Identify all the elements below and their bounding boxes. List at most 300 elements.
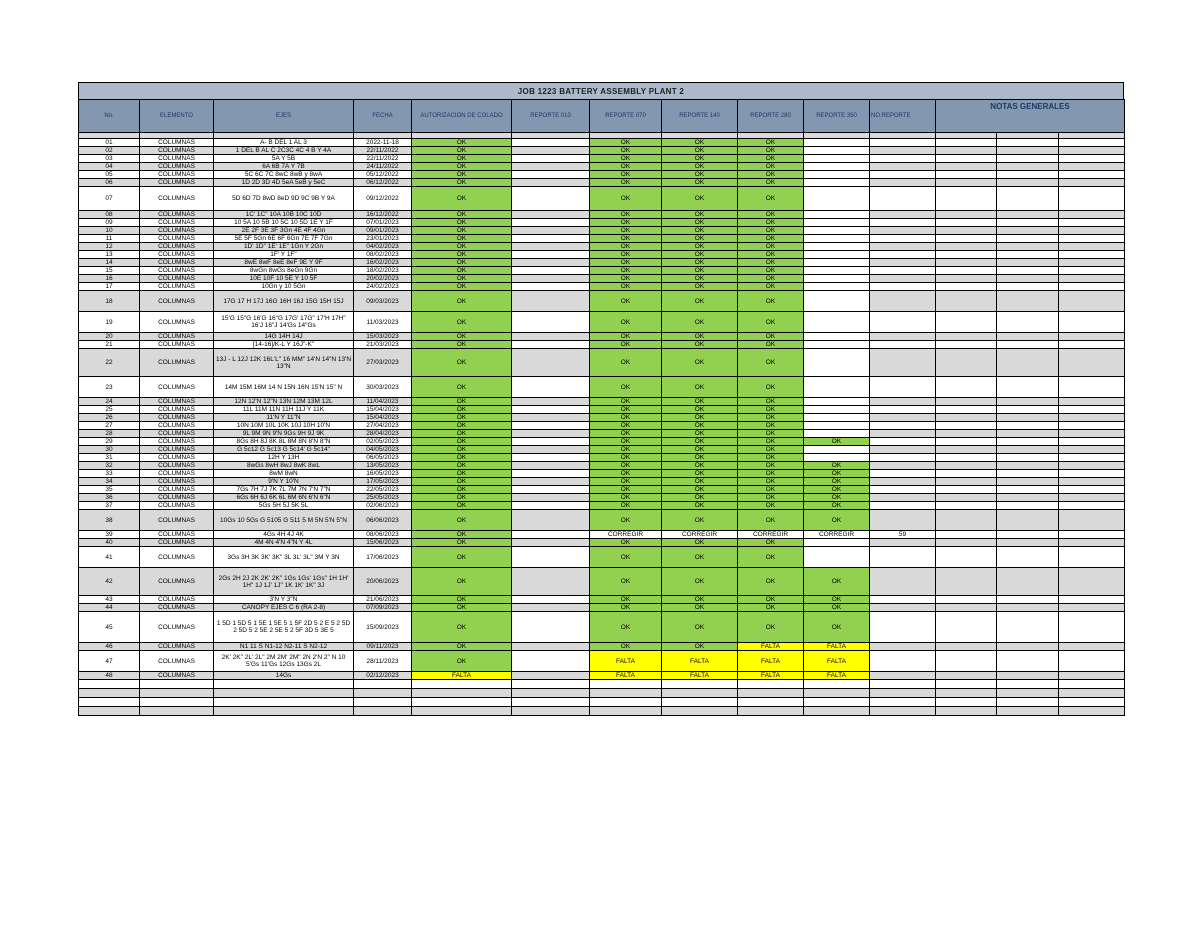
cell-reporte-010[interactable]	[512, 406, 590, 414]
cell-notas[interactable]	[936, 147, 997, 155]
cell-autorizacion[interactable]: OK	[412, 267, 512, 275]
cell-reporte-070[interactable]: OK	[590, 283, 662, 291]
cell-elemento[interactable]: COLUMNAS	[140, 211, 214, 219]
cell-notas[interactable]	[936, 446, 997, 454]
cell-elemento[interactable]: COLUMNAS	[140, 219, 214, 227]
cell-reporte-070[interactable]: OK	[590, 187, 662, 211]
cell-reporte-350[interactable]	[804, 291, 870, 312]
cell-notas[interactable]	[936, 651, 997, 672]
cell-reporte-280[interactable]: OK	[738, 612, 804, 643]
cell-notas[interactable]	[936, 422, 997, 430]
cell-notas[interactable]	[997, 291, 1059, 312]
empty-cell[interactable]	[354, 680, 412, 689]
cell-reporte-350[interactable]	[804, 446, 870, 454]
empty-cell[interactable]	[804, 689, 870, 698]
empty-cell[interactable]	[79, 689, 140, 698]
cell-reporte-350[interactable]: OK	[804, 612, 870, 643]
cell-no[interactable]: 07	[79, 187, 140, 211]
empty-cell[interactable]	[804, 680, 870, 689]
cell-notas[interactable]	[997, 377, 1059, 398]
cell-notas[interactable]	[997, 651, 1059, 672]
cell-notas[interactable]	[936, 398, 997, 406]
cell-reporte-010[interactable]	[512, 227, 590, 235]
cell-reporte-010[interactable]	[512, 147, 590, 155]
cell-reporte-280[interactable]: OK	[738, 414, 804, 422]
cell-notas[interactable]	[997, 147, 1059, 155]
cell-no[interactable]: 17	[79, 283, 140, 291]
cell-no[interactable]: 39	[79, 531, 140, 539]
cell-fecha[interactable]: 17/05/2023	[354, 478, 412, 486]
cell-no-reporte[interactable]	[870, 163, 936, 171]
cell-reporte-280[interactable]: OK	[738, 171, 804, 179]
cell-notas[interactable]	[1059, 147, 1125, 155]
cell-no-reporte[interactable]	[870, 604, 936, 612]
cell-autorizacion[interactable]: OK	[412, 398, 512, 406]
cell-autorizacion[interactable]: OK	[412, 179, 512, 187]
cell-reporte-010[interactable]	[512, 547, 590, 568]
cell-notas[interactable]	[936, 510, 997, 531]
cell-reporte-350[interactable]	[804, 406, 870, 414]
cell-notas[interactable]	[936, 333, 997, 341]
cell-reporte-280[interactable]: OK	[738, 235, 804, 243]
cell-reporte-350[interactable]: OK	[804, 470, 870, 478]
cell-reporte-010[interactable]	[512, 377, 590, 398]
cell-elemento[interactable]: COLUMNAS	[140, 227, 214, 235]
empty-cell[interactable]	[354, 707, 412, 716]
cell-autorizacion[interactable]: OK	[412, 163, 512, 171]
cell-reporte-010[interactable]	[512, 470, 590, 478]
cell-notas[interactable]	[936, 219, 997, 227]
cell-autorizacion[interactable]: OK	[412, 341, 512, 349]
cell-reporte-010[interactable]	[512, 454, 590, 462]
cell-reporte-350[interactable]: OK	[804, 568, 870, 596]
cell-no[interactable]: 24	[79, 398, 140, 406]
cell-fecha[interactable]: 02/12/2023	[354, 672, 412, 680]
cell-ejes[interactable]: 10E 10F 10 5E Y 10 5F	[214, 275, 354, 283]
cell-notas[interactable]	[997, 510, 1059, 531]
cell-reporte-140[interactable]: OK	[662, 341, 738, 349]
cell-notas[interactable]	[936, 547, 997, 568]
cell-no[interactable]: 08	[79, 211, 140, 219]
cell-no-reporte[interactable]	[870, 486, 936, 494]
cell-reporte-140[interactable]: OK	[662, 486, 738, 494]
empty-cell[interactable]	[590, 707, 662, 716]
cell-reporte-070[interactable]: OK	[590, 478, 662, 486]
cell-notas[interactable]	[936, 283, 997, 291]
cell-no[interactable]: 48	[79, 672, 140, 680]
empty-cell[interactable]	[997, 689, 1059, 698]
cell-no-reporte[interactable]	[870, 283, 936, 291]
cell-reporte-140[interactable]: OK	[662, 510, 738, 531]
cell-reporte-280[interactable]: OK	[738, 510, 804, 531]
cell-notas[interactable]	[997, 422, 1059, 430]
cell-fecha[interactable]: 15/06/2023	[354, 539, 412, 547]
cell-reporte-070[interactable]: OK	[590, 341, 662, 349]
cell-reporte-350[interactable]: OK	[804, 502, 870, 510]
cell-autorizacion[interactable]: OK	[412, 227, 512, 235]
cell-fecha[interactable]: 06/05/2023	[354, 454, 412, 462]
cell-reporte-140[interactable]: OK	[662, 604, 738, 612]
cell-elemento[interactable]: COLUMNAS	[140, 651, 214, 672]
cell-notas[interactable]	[1059, 312, 1125, 333]
cell-elemento[interactable]: COLUMNAS	[140, 398, 214, 406]
cell-no-reporte[interactable]	[870, 446, 936, 454]
cell-reporte-070[interactable]: OK	[590, 547, 662, 568]
cell-reporte-010[interactable]	[512, 283, 590, 291]
cell-reporte-010[interactable]	[512, 672, 590, 680]
cell-elemento[interactable]: COLUMNAS	[140, 604, 214, 612]
cell-notas[interactable]	[1059, 672, 1125, 680]
cell-notas[interactable]	[936, 259, 997, 267]
cell-no[interactable]: 19	[79, 312, 140, 333]
cell-notas[interactable]	[936, 414, 997, 422]
cell-no[interactable]: 33	[79, 470, 140, 478]
cell-ejes[interactable]: 1 5D 1 5D 5 1 5E 1 5E 5 1 5F 2D 5 2 E 5 2 5D 2 5D 5 2 5E 2 5E 5 2 5F 3D 5 3E 5	[214, 612, 354, 643]
cell-reporte-280[interactable]: OK	[738, 267, 804, 275]
cell-notas[interactable]	[936, 502, 997, 510]
cell-fecha[interactable]: 16/05/2023	[354, 470, 412, 478]
cell-reporte-140[interactable]: OK	[662, 446, 738, 454]
cell-reporte-140[interactable]: OK	[662, 478, 738, 486]
cell-reporte-070[interactable]: OK	[590, 486, 662, 494]
cell-no-reporte[interactable]: 59	[870, 531, 936, 539]
cell-autorizacion[interactable]: OK	[412, 612, 512, 643]
cell-no-reporte[interactable]	[870, 494, 936, 502]
cell-reporte-010[interactable]	[512, 341, 590, 349]
cell-notas[interactable]	[936, 672, 997, 680]
cell-no-reporte[interactable]	[870, 312, 936, 333]
empty-cell[interactable]	[738, 689, 804, 698]
cell-no-reporte[interactable]	[870, 398, 936, 406]
cell-reporte-280[interactable]: OK	[738, 227, 804, 235]
cell-ejes[interactable]: 4Gs 4H 4J 4K	[214, 531, 354, 539]
cell-autorizacion[interactable]: OK	[412, 470, 512, 478]
cell-notas[interactable]	[936, 155, 997, 163]
cell-elemento[interactable]: COLUMNAS	[140, 406, 214, 414]
cell-notas[interactable]	[1059, 422, 1125, 430]
cell-no[interactable]: 40	[79, 539, 140, 547]
cell-ejes[interactable]: 11'N Y 11"N	[214, 414, 354, 422]
cell-reporte-010[interactable]	[512, 422, 590, 430]
cell-reporte-280[interactable]: OK	[738, 139, 804, 147]
cell-reporte-010[interactable]	[512, 430, 590, 438]
empty-cell[interactable]	[804, 698, 870, 707]
cell-reporte-070[interactable]: OK	[590, 494, 662, 502]
cell-reporte-070[interactable]: OK	[590, 510, 662, 531]
empty-cell[interactable]	[512, 707, 590, 716]
cell-no[interactable]: 47	[79, 651, 140, 672]
cell-reporte-140[interactable]: OK	[662, 312, 738, 333]
empty-cell[interactable]	[870, 698, 936, 707]
cell-no-reporte[interactable]	[870, 171, 936, 179]
cell-ejes[interactable]: 1D' 1D" 1E' 1E" 1Gn Y 2Gn	[214, 243, 354, 251]
cell-reporte-010[interactable]	[512, 139, 590, 147]
cell-reporte-070[interactable]: OK	[590, 139, 662, 147]
cell-ejes[interactable]: 11L 11M 11N 11H 11J Y 11K	[214, 406, 354, 414]
cell-autorizacion[interactable]: OK	[412, 219, 512, 227]
cell-notas[interactable]	[997, 547, 1059, 568]
cell-reporte-010[interactable]	[512, 414, 590, 422]
cell-reporte-010[interactable]	[512, 333, 590, 341]
cell-ejes[interactable]: 2Gs 2H 2J 2K 2K' 2K" 1Gs 1Gs' 1Gs" 1H 1H' 1H" 1J 1J' 1J" 1K 1K' 1K" 3J	[214, 568, 354, 596]
cell-notas[interactable]	[997, 494, 1059, 502]
cell-reporte-070[interactable]: OK	[590, 430, 662, 438]
cell-reporte-010[interactable]	[512, 187, 590, 211]
cell-ejes[interactable]: 1C' 1C" 10A 10B 10C 10D	[214, 211, 354, 219]
cell-notas[interactable]	[936, 211, 997, 219]
cell-notas[interactable]	[997, 341, 1059, 349]
cell-ejes[interactable]: 2K' 2K" 2L' 2L" 2M 2M' 2M" 2N 2'N 2" N 10 5'Gs 11'Gs 12Gs 13Gs 2L	[214, 651, 354, 672]
cell-notas[interactable]	[936, 596, 997, 604]
empty-cell[interactable]	[214, 689, 354, 698]
cell-no-reporte[interactable]	[870, 333, 936, 341]
cell-no-reporte[interactable]	[870, 596, 936, 604]
cell-reporte-350[interactable]	[804, 267, 870, 275]
empty-cell[interactable]	[79, 698, 140, 707]
cell-notas[interactable]	[997, 187, 1059, 211]
cell-reporte-140[interactable]: OK	[662, 267, 738, 275]
cell-no[interactable]: 12	[79, 243, 140, 251]
cell-no[interactable]: 43	[79, 596, 140, 604]
cell-no-reporte[interactable]	[870, 341, 936, 349]
cell-reporte-010[interactable]	[512, 438, 590, 446]
cell-notas[interactable]	[1059, 446, 1125, 454]
cell-reporte-010[interactable]	[512, 163, 590, 171]
cell-reporte-280[interactable]: OK	[738, 147, 804, 155]
cell-autorizacion[interactable]: OK	[412, 494, 512, 502]
cell-autorizacion[interactable]: OK	[412, 147, 512, 155]
cell-notas[interactable]	[936, 243, 997, 251]
cell-notas[interactable]	[936, 612, 997, 643]
cell-no-reporte[interactable]	[870, 430, 936, 438]
cell-reporte-140[interactable]: OK	[662, 163, 738, 171]
cell-reporte-280[interactable]: OK	[738, 377, 804, 398]
cell-elemento[interactable]: COLUMNAS	[140, 612, 214, 643]
empty-cell[interactable]	[936, 698, 997, 707]
empty-cell[interactable]	[936, 707, 997, 716]
cell-reporte-010[interactable]	[512, 568, 590, 596]
cell-autorizacion[interactable]: OK	[412, 283, 512, 291]
empty-cell[interactable]	[412, 698, 512, 707]
cell-reporte-140[interactable]: OK	[662, 596, 738, 604]
empty-cell[interactable]	[662, 707, 738, 716]
cell-ejes[interactable]: 2E 2F 3E 3F 3Gn 4E 4F 4Gn	[214, 227, 354, 235]
cell-reporte-010[interactable]	[512, 651, 590, 672]
cell-reporte-280[interactable]: OK	[738, 211, 804, 219]
cell-reporte-070[interactable]: OK	[590, 163, 662, 171]
cell-reporte-070[interactable]: OK	[590, 612, 662, 643]
cell-ejes[interactable]: G 5c12 G 5c13 G 5c14' G 5c14"	[214, 446, 354, 454]
cell-reporte-280[interactable]: OK	[738, 155, 804, 163]
cell-ejes[interactable]: A- B DEL 1 AL 3	[214, 139, 354, 147]
cell-elemento[interactable]: COLUMNAS	[140, 155, 214, 163]
cell-notas[interactable]	[1059, 139, 1125, 147]
cell-reporte-140[interactable]: OK	[662, 547, 738, 568]
cell-fecha[interactable]: 09/01/2023	[354, 227, 412, 235]
cell-notas[interactable]	[1059, 414, 1125, 422]
cell-reporte-280[interactable]: OK	[738, 406, 804, 414]
cell-elemento[interactable]: COLUMNAS	[140, 259, 214, 267]
cell-no[interactable]: 11	[79, 235, 140, 243]
cell-reporte-350[interactable]: FALTA	[804, 672, 870, 680]
cell-autorizacion[interactable]: OK	[412, 291, 512, 312]
cell-reporte-280[interactable]: OK	[738, 163, 804, 171]
cell-reporte-140[interactable]: OK	[662, 430, 738, 438]
cell-reporte-350[interactable]: OK	[804, 596, 870, 604]
cell-notas[interactable]	[997, 235, 1059, 243]
cell-reporte-280[interactable]: OK	[738, 430, 804, 438]
cell-notas[interactable]	[1059, 547, 1125, 568]
cell-notas[interactable]	[997, 333, 1059, 341]
cell-fecha[interactable]: 30/03/2023	[354, 377, 412, 398]
cell-reporte-140[interactable]: OK	[662, 275, 738, 283]
cell-reporte-280[interactable]: OK	[738, 547, 804, 568]
cell-reporte-350[interactable]: OK	[804, 462, 870, 470]
cell-autorizacion[interactable]: OK	[412, 438, 512, 446]
empty-cell[interactable]	[662, 680, 738, 689]
cell-reporte-350[interactable]	[804, 422, 870, 430]
cell-no-reporte[interactable]	[870, 267, 936, 275]
cell-reporte-280[interactable]: OK	[738, 462, 804, 470]
empty-cell[interactable]	[354, 689, 412, 698]
cell-autorizacion[interactable]: OK	[412, 651, 512, 672]
cell-no[interactable]: 34	[79, 478, 140, 486]
cell-fecha[interactable]: 22/11/2022	[354, 147, 412, 155]
empty-cell[interactable]	[870, 680, 936, 689]
cell-reporte-350[interactable]	[804, 187, 870, 211]
cell-no-reporte[interactable]	[870, 147, 936, 155]
cell-notas[interactable]	[997, 275, 1059, 283]
cell-elemento[interactable]: COLUMNAS	[140, 163, 214, 171]
cell-reporte-280[interactable]: OK	[738, 283, 804, 291]
cell-notas[interactable]	[1059, 171, 1125, 179]
empty-cell[interactable]	[738, 698, 804, 707]
cell-no[interactable]: 15	[79, 267, 140, 275]
cell-ejes[interactable]: 5C 6C 7C 8wC 8wB y 8wA	[214, 171, 354, 179]
cell-ejes[interactable]: 10N 10M 10L 10K 10J 10H 10'N	[214, 422, 354, 430]
cell-no[interactable]: 03	[79, 155, 140, 163]
cell-no-reporte[interactable]	[870, 422, 936, 430]
cell-notas[interactable]	[1059, 643, 1125, 651]
cell-autorizacion[interactable]: OK	[412, 211, 512, 219]
cell-elemento[interactable]: COLUMNAS	[140, 422, 214, 430]
cell-notas[interactable]	[936, 438, 997, 446]
cell-reporte-350[interactable]: CORREGIR	[804, 531, 870, 539]
cell-notas[interactable]	[1059, 462, 1125, 470]
cell-reporte-140[interactable]: OK	[662, 568, 738, 596]
cell-reporte-070[interactable]: OK	[590, 251, 662, 259]
cell-notas[interactable]	[1059, 438, 1125, 446]
cell-elemento[interactable]: COLUMNAS	[140, 547, 214, 568]
cell-autorizacion[interactable]: OK	[412, 604, 512, 612]
cell-notas[interactable]	[1059, 259, 1125, 267]
cell-fecha[interactable]: 15/09/2023	[354, 612, 412, 643]
cell-notas[interactable]	[1059, 349, 1125, 377]
cell-no[interactable]: 37	[79, 502, 140, 510]
header-reporte-070[interactable]: REPORTE 070	[590, 100, 662, 133]
cell-notas[interactable]	[997, 139, 1059, 147]
cell-reporte-070[interactable]: FALTA	[590, 651, 662, 672]
cell-fecha[interactable]: 20/06/2023	[354, 568, 412, 596]
cell-ejes[interactable]: 14Gs	[214, 672, 354, 680]
cell-fecha[interactable]: 22/11/2022	[354, 155, 412, 163]
cell-reporte-070[interactable]: OK	[590, 267, 662, 275]
cell-reporte-280[interactable]: OK	[738, 438, 804, 446]
cell-reporte-280[interactable]: OK	[738, 596, 804, 604]
cell-reporte-010[interactable]	[512, 259, 590, 267]
cell-reporte-280[interactable]: OK	[738, 604, 804, 612]
cell-reporte-010[interactable]	[512, 643, 590, 651]
cell-reporte-280[interactable]: OK	[738, 454, 804, 462]
cell-notas[interactable]	[997, 612, 1059, 643]
empty-cell[interactable]	[140, 689, 214, 698]
cell-notas[interactable]	[1059, 155, 1125, 163]
cell-reporte-350[interactable]	[804, 454, 870, 462]
cell-notas[interactable]	[997, 470, 1059, 478]
cell-no[interactable]: 26	[79, 414, 140, 422]
cell-reporte-280[interactable]: FALTA	[738, 651, 804, 672]
cell-notas[interactable]	[997, 227, 1059, 235]
cell-notas[interactable]	[936, 531, 997, 539]
cell-notas[interactable]	[936, 349, 997, 377]
cell-reporte-350[interactable]	[804, 414, 870, 422]
cell-reporte-280[interactable]: OK	[738, 259, 804, 267]
empty-cell[interactable]	[412, 689, 512, 698]
cell-elemento[interactable]: COLUMNAS	[140, 235, 214, 243]
empty-cell[interactable]	[214, 680, 354, 689]
cell-no-reporte[interactable]	[870, 219, 936, 227]
header-reporte-140[interactable]: REPORTE 140	[662, 100, 738, 133]
cell-ejes[interactable]: 12N 12'N 12"N 13N 12M 13M 12L	[214, 398, 354, 406]
cell-autorizacion[interactable]: OK	[412, 235, 512, 243]
cell-reporte-280[interactable]: OK	[738, 187, 804, 211]
cell-reporte-140[interactable]: OK	[662, 227, 738, 235]
cell-no-reporte[interactable]	[870, 243, 936, 251]
cell-reporte-070[interactable]: OK	[590, 454, 662, 462]
cell-reporte-350[interactable]	[804, 227, 870, 235]
cell-reporte-280[interactable]: OK	[738, 349, 804, 377]
empty-cell[interactable]	[870, 689, 936, 698]
cell-notas[interactable]	[1059, 612, 1125, 643]
cell-no-reporte[interactable]	[870, 478, 936, 486]
cell-notas[interactable]	[997, 163, 1059, 171]
cell-autorizacion[interactable]: OK	[412, 568, 512, 596]
cell-autorizacion[interactable]: OK	[412, 333, 512, 341]
cell-reporte-010[interactable]	[512, 291, 590, 312]
cell-autorizacion[interactable]: OK	[412, 275, 512, 283]
cell-no-reporte[interactable]	[870, 643, 936, 651]
cell-no-reporte[interactable]	[870, 651, 936, 672]
cell-elemento[interactable]: COLUMNAS	[140, 438, 214, 446]
empty-cell[interactable]	[997, 680, 1059, 689]
cell-notas[interactable]	[936, 486, 997, 494]
cell-notas[interactable]	[1059, 235, 1125, 243]
cell-reporte-140[interactable]: OK	[662, 494, 738, 502]
cell-notas[interactable]	[1059, 568, 1125, 596]
cell-reporte-280[interactable]: OK	[738, 422, 804, 430]
header-fecha[interactable]: FECHA	[354, 100, 412, 133]
cell-reporte-350[interactable]	[804, 163, 870, 171]
cell-elemento[interactable]: COLUMNAS	[140, 643, 214, 651]
cell-no-reporte[interactable]	[870, 454, 936, 462]
cell-reporte-010[interactable]	[512, 604, 590, 612]
empty-cell[interactable]	[79, 707, 140, 716]
cell-no-reporte[interactable]	[870, 291, 936, 312]
cell-fecha[interactable]: 11/03/2023	[354, 312, 412, 333]
empty-cell[interactable]	[590, 680, 662, 689]
empty-cell[interactable]	[1059, 689, 1125, 698]
cell-reporte-070[interactable]: OK	[590, 235, 662, 243]
